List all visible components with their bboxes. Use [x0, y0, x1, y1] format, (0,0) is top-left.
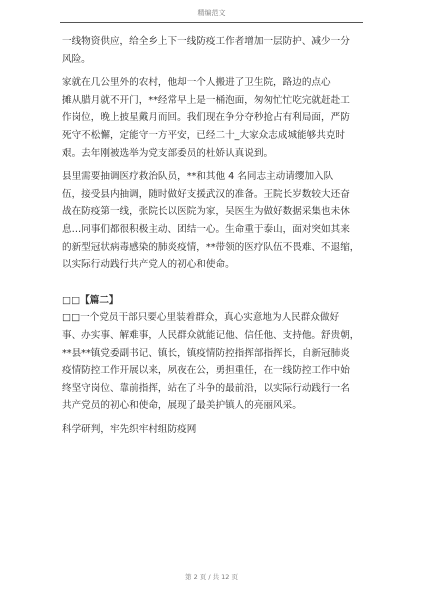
text-line: 风险。: [62, 53, 91, 65]
text-line: **县**镇党委副书记、镇长，镇疫情防控指挥部指挥长，自新冠肺炎: [62, 347, 350, 359]
paragraph: [62, 74, 364, 162]
text-line: □□一个党员干部只要心里装着群众，真心实意地为人民群众做好: [62, 312, 340, 324]
page-header: 精编范文: [197, 9, 226, 17]
text-line: 一线物资供应，给全乡上下一线防疫工作者增加一层防护、减少一分: [62, 36, 350, 47]
paragraph: [62, 33, 364, 68]
text-line: 疫情防控工作开展以来，夙夜在公，勇担重任，在一线防控工作中始: [62, 365, 350, 377]
text-line: 伍，接受县内抽调，随时做好支援武汉的准备。王院长岁数较大还奋: [62, 188, 350, 200]
section-heading: □□【篇二】: [62, 294, 119, 306]
text-line: 共产党员的初心和使命，展现了最美护镇人的亮丽风采。: [62, 400, 302, 412]
text-line: 以实际行动践行共产党人的初心和使命。: [62, 259, 235, 271]
text-line: 县里需要抽调医疗救治队员，**和其他 4 名同志主动请缨加入队: [62, 171, 334, 183]
paragraph: [62, 421, 364, 439]
paragraph: [62, 309, 364, 415]
text-line: 家就在几公里外的农村，他却一个人搬进了卫生院，路边的点心: [62, 77, 331, 89]
text-line: 死守不松懈，定能守一方平安，已经二十_大家众志成城能够共克时: [62, 129, 346, 141]
text-line: 摊从腊月就不开门，**经常早上是一桶泡面，匆匆忙忙吃完就赶赴工: [62, 94, 350, 106]
text-line: 战在防疫第一线，张院长以医院为家，吴医生为做好数据采集也未休: [62, 206, 350, 218]
text-line: 终坚守岗位、靠前指挥，站在了斗争的最前沿，以实际行动践行一名: [62, 382, 350, 394]
text-line: 事、办实事、解难事，人民群众就能记他、信任他、支持他。舒贵朝，: [62, 329, 360, 341]
document-body: [62, 33, 364, 438]
page-footer: 第 2 页 / 共 12 页: [185, 573, 238, 581]
text-line: 息…同事们都很积极主动、团结一心。生命重于泰山，面对突如其来: [62, 223, 350, 235]
text-line: 艰。去年刚被选举为党支部委员的杜娇认真说到。: [62, 147, 274, 159]
text-line: 的新型冠状病毒感染的肺炎疫情，**带领的医疗队伍不畏难、不退缩，: [62, 241, 360, 253]
text-line: 作岗位，晚上披星戴月而回。我们现在争分夺秒抢占有利局面，严防: [62, 112, 350, 124]
header-divider: [60, 22, 363, 23]
paragraph: [62, 168, 364, 274]
text-line: 科学研判，牢先织牢村组防疫网: [62, 423, 197, 435]
